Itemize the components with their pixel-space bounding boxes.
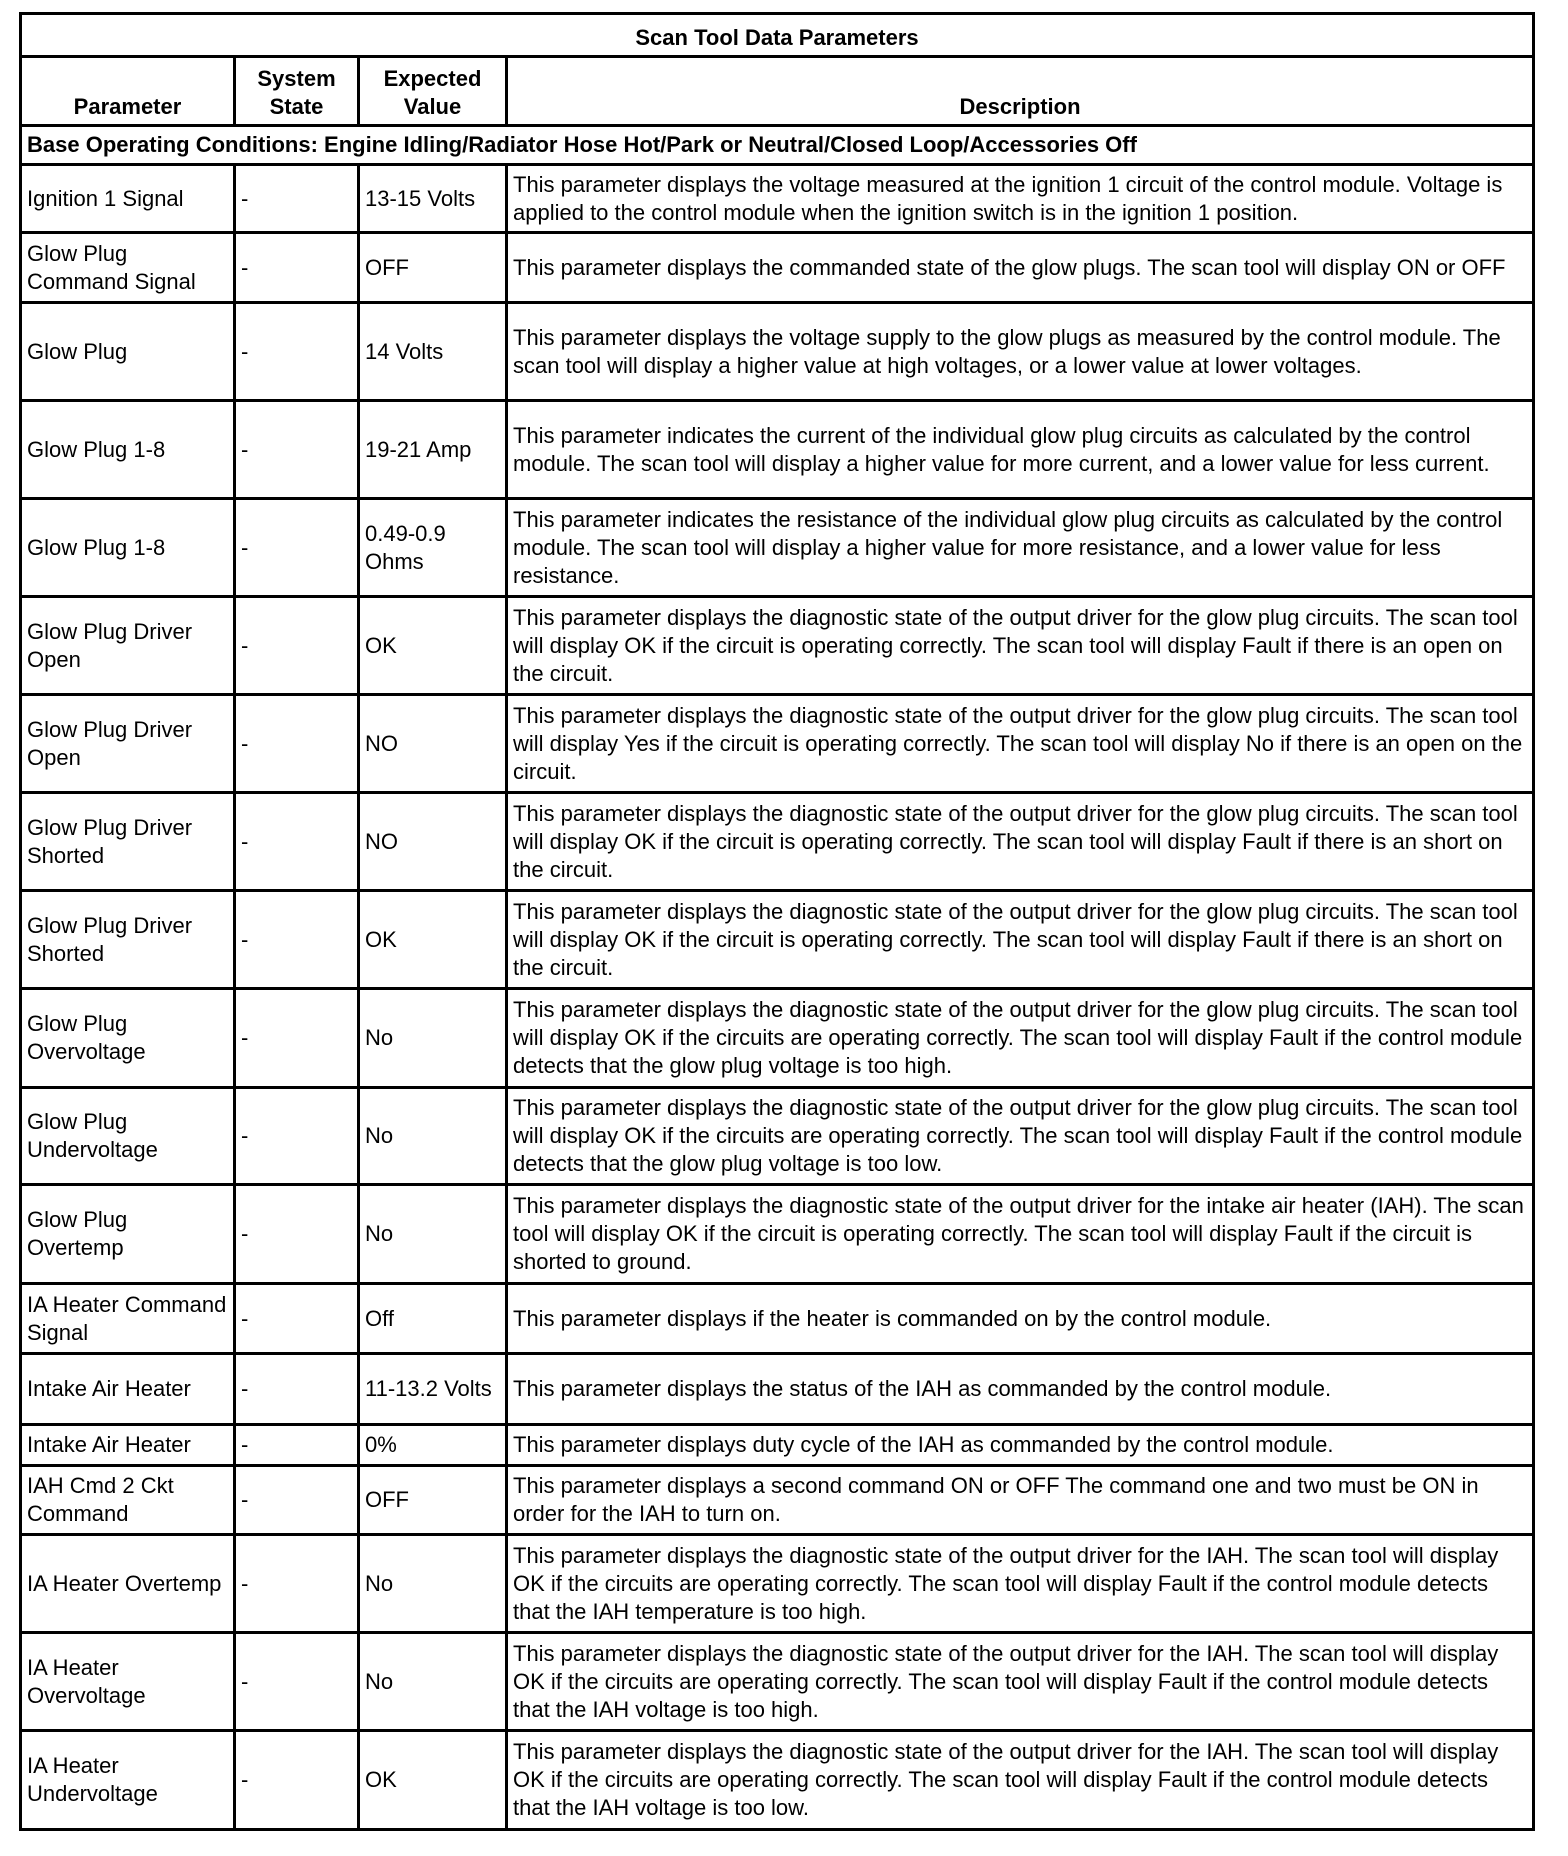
system-state-cell: -	[235, 891, 359, 989]
parameter-cell: Glow Plug Overtemp	[21, 1185, 235, 1284]
system-state-cell: -	[235, 1185, 359, 1284]
parameter-cell: IA Heater Overvoltage	[21, 1633, 235, 1731]
expected-value-cell: 13-15 Volts	[359, 165, 507, 233]
system-state-cell: -	[235, 499, 359, 597]
description-cell: This parameter indicates the resistance of the individual glow plug circuits as calculated by the control module. The scan tool will display a higher value for more resistance, and a lower value for less resistance.	[507, 499, 1534, 597]
system-state-cell: -	[235, 695, 359, 793]
description-cell: This parameter displays the diagnostic state of the output driver for the glow plug circuits. The scan tool will display OK if the circuit is operating correctly. The scan tool will display Fault if there is an short on the circuit.	[507, 793, 1534, 891]
table-row	[21, 1425, 1534, 1466]
description-cell: This parameter displays the diagnostic state of the output driver for the intake air heater (IAH). The scan tool will display OK if the circuit is operating correctly. The scan tool will display Fault if the circuit is shorted to ground.	[507, 1185, 1534, 1284]
header-system-state-line1: System	[257, 66, 336, 91]
description-cell: This parameter displays the commanded state of the glow plugs. The scan tool will display ON or OFF	[507, 233, 1534, 303]
description-cell: This parameter displays if the heater is commanded on by the control module.	[507, 1284, 1534, 1354]
system-state-cell: -	[235, 1354, 359, 1425]
base-operating-conditions: Base Operating Conditions: Engine Idling/Radiator Hose Hot/Park or Neutral/Closed Loop/Accessories Off	[21, 126, 1534, 165]
parameter-cell: Glow Plug Driver Open	[21, 695, 235, 793]
expected-value-cell: OK	[359, 891, 507, 989]
description-cell: This parameter displays the diagnostic state of the output driver for the glow plug circuits. The scan tool will display OK if the circuits are operating correctly. The scan tool will display Fault if the control module detects that the glow plug voltage is too high.	[507, 989, 1534, 1088]
parameter-cell: Glow Plug	[21, 303, 235, 401]
expected-value-cell: NO	[359, 695, 507, 793]
description-cell: This parameter displays the diagnostic state of the output driver for the glow plug circuits. The scan tool will display OK if the circuits are operating correctly. The scan tool will display Fault if the control module detects that the glow plug voltage is too low.	[507, 1088, 1534, 1185]
description-cell: This parameter indicates the current of the individual glow plug circuits as calculated by the control module. The scan tool will display a higher value for more current, and a lower value for less current.	[507, 401, 1534, 499]
system-state-cell: -	[235, 1633, 359, 1731]
system-state-cell: -	[235, 303, 359, 401]
system-state-cell: -	[235, 401, 359, 499]
table-row	[21, 793, 1534, 891]
system-state-cell: -	[235, 1284, 359, 1354]
table-row	[21, 1088, 1534, 1185]
system-state-cell: -	[235, 1535, 359, 1633]
table-row	[21, 499, 1534, 597]
description-cell: This parameter displays duty cycle of the IAH as commanded by the control module.	[507, 1425, 1534, 1466]
description-cell: This parameter displays the diagnostic state of the output driver for the glow plug circuits. The scan tool will display OK if the circuit is operating correctly. The scan tool will display Fault if there is an open on the circuit.	[507, 597, 1534, 695]
system-state-cell: -	[235, 1088, 359, 1185]
table-row	[21, 1633, 1534, 1731]
expected-value-cell: No	[359, 1535, 507, 1633]
expected-value-cell: No	[359, 1088, 507, 1185]
description-cell: This parameter displays the diagnostic state of the output driver for the glow plug circuits. The scan tool will display OK if the circuit is operating correctly. The scan tool will display Fault if there is an short on the circuit.	[507, 891, 1534, 989]
description-cell: This parameter displays the diagnostic state of the output driver for the glow plug circuits. The scan tool will display Yes if the circuit is operating correctly. The scan tool will display No if there is an open on the circuit.	[507, 695, 1534, 793]
expected-value-cell: 0.49-0.9 Ohms	[359, 499, 507, 597]
table-row	[21, 989, 1534, 1088]
table-row	[21, 695, 1534, 793]
expected-value-cell: OK	[359, 597, 507, 695]
description-cell: This parameter displays the status of the IAH as commanded by the control module.	[507, 1354, 1534, 1425]
table-row	[21, 1354, 1534, 1425]
header-expected-value-line1: Expected	[383, 66, 482, 91]
parameter-cell: IAH Cmd 2 Ckt Command	[21, 1466, 235, 1535]
parameter-cell: Glow Plug Command Signal	[21, 233, 235, 303]
table-row	[21, 891, 1534, 989]
table-row	[21, 165, 1534, 233]
expected-value-cell: No	[359, 989, 507, 1088]
system-state-cell: -	[235, 165, 359, 233]
system-state-cell: -	[235, 233, 359, 303]
parameter-cell: Glow Plug 1-8	[21, 499, 235, 597]
header-expected-value-line2: Value	[403, 94, 462, 119]
parameter-cell: IA Heater Overtemp	[21, 1535, 235, 1633]
expected-value-cell: OFF	[359, 1466, 507, 1535]
system-state-cell: -	[235, 597, 359, 695]
parameter-cell: Intake Air Heater	[21, 1425, 235, 1466]
system-state-cell: -	[235, 1425, 359, 1466]
parameter-cell: Glow Plug Driver Shorted	[21, 793, 235, 891]
parameter-cell: Glow Plug 1-8	[21, 401, 235, 499]
table-row	[21, 1284, 1534, 1354]
expected-value-cell: 19-21 Amp	[359, 401, 507, 499]
parameter-cell: IA Heater Command Signal	[21, 1284, 235, 1354]
system-state-cell: -	[235, 1466, 359, 1535]
expected-value-cell: OFF	[359, 233, 507, 303]
table-row	[21, 233, 1534, 303]
system-state-cell: -	[235, 793, 359, 891]
parameter-cell: IA Heater Undervoltage	[21, 1731, 235, 1830]
header-parameter: Parameter	[21, 57, 235, 126]
expected-value-cell: NO	[359, 793, 507, 891]
description-cell: This parameter displays the diagnostic state of the output driver for the IAH. The scan tool will display OK if the circuits are operating correctly. The scan tool will display Fault if the control module detects that the IAH voltage is too high.	[507, 1633, 1534, 1731]
expected-value-cell: OK	[359, 1731, 507, 1830]
table-row	[21, 303, 1534, 401]
table-title: Scan Tool Data Parameters	[21, 14, 1534, 57]
parameter-cell: Intake Air Heater	[21, 1354, 235, 1425]
expected-value-cell: No	[359, 1185, 507, 1284]
scan-tool-data-table	[19, 12, 1535, 1831]
parameter-cell: Ignition 1 Signal	[21, 165, 235, 233]
header-system-state-line2: State	[269, 94, 324, 119]
table-row	[21, 401, 1534, 499]
parameter-cell: Glow Plug Driver Open	[21, 597, 235, 695]
system-state-cell: -	[235, 989, 359, 1088]
parameter-cell: Glow Plug Overvoltage	[21, 989, 235, 1088]
parameter-cell: Glow Plug Undervoltage	[21, 1088, 235, 1185]
description-cell: This parameter displays the diagnostic state of the output driver for the IAH. The scan tool will display OK if the circuits are operating correctly. The scan tool will display Fault if the control module detects that the IAH temperature is too high.	[507, 1535, 1534, 1633]
parameter-cell: Glow Plug Driver Shorted	[21, 891, 235, 989]
system-state-cell: -	[235, 1731, 359, 1830]
expected-value-cell: No	[359, 1633, 507, 1731]
expected-value-cell: 0%	[359, 1425, 507, 1466]
table-row	[21, 1185, 1534, 1284]
expected-value-cell: 14 Volts	[359, 303, 507, 401]
header-description: Description	[507, 57, 1534, 126]
description-cell: This parameter displays a second command ON or OFF The command one and two must be ON in order for the IAH to turn on.	[507, 1466, 1534, 1535]
table-row	[21, 1535, 1534, 1633]
header-expected-value	[359, 57, 507, 126]
description-cell: This parameter displays the voltage supply to the glow plugs as measured by the control module. The scan tool will display a higher value at high voltages, or a lower value at lower voltages.	[507, 303, 1534, 401]
description-cell: This parameter displays the diagnostic state of the output driver for the IAH. The scan tool will display OK if the circuits are operating correctly. The scan tool will display Fault if the control module detects that the IAH voltage is too low.	[507, 1731, 1534, 1830]
table-row	[21, 1731, 1534, 1830]
table-row	[21, 1466, 1534, 1535]
header-system-state	[235, 57, 359, 126]
expected-value-cell: 11-13.2 Volts	[359, 1354, 507, 1425]
table-row	[21, 597, 1534, 695]
expected-value-cell: Off	[359, 1284, 507, 1354]
description-cell: This parameter displays the voltage measured at the ignition 1 circuit of the control module. Voltage is applied to the control module when the ignition switch is in the ignition 1 position.	[507, 165, 1534, 233]
